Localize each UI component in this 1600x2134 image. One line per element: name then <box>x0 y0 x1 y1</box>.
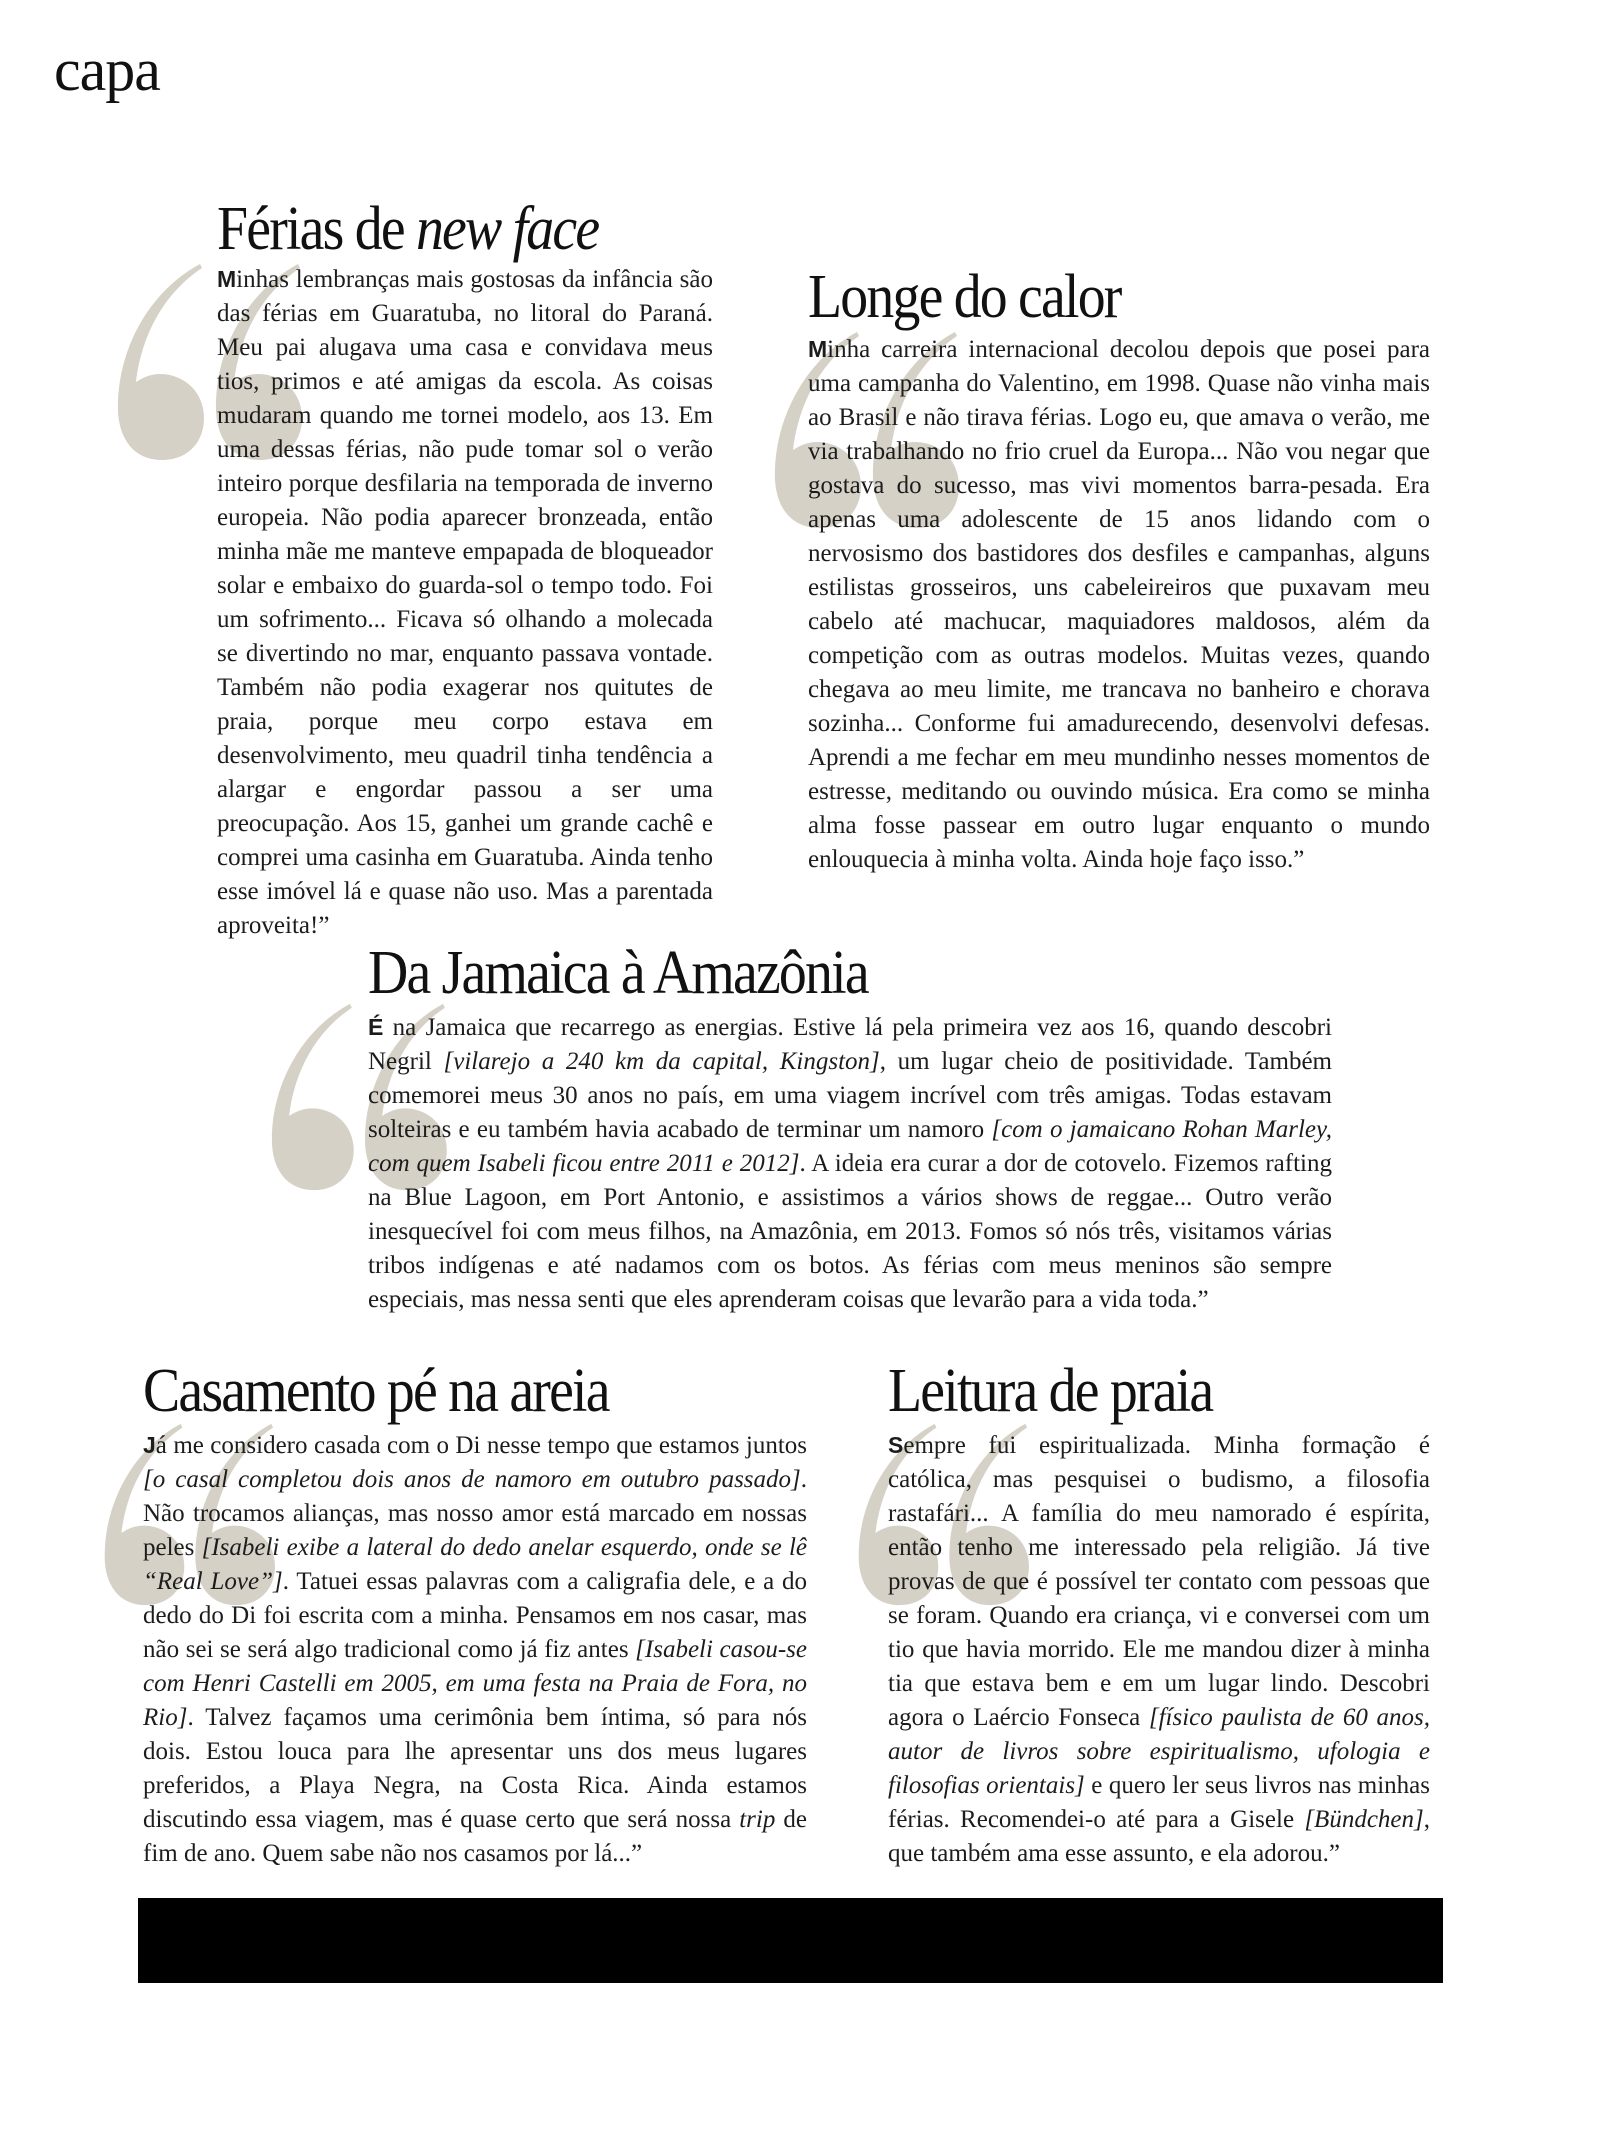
article-body <box>368 1010 1332 1317</box>
article-body <box>143 1428 807 1871</box>
body-text: . Não trocamos alianças, mas nosso amor está marcado em nossas peles <box>143 1466 807 1561</box>
lead-letter: M <box>217 266 237 292</box>
body-text: inha carreira internacional decolou depois que posei para uma campanha do Valentino, em 1998. Quase não vinha mais ao Brasil e não tirava férias. Logo eu, que amava o verão, me via trabalhando no frio cruel da Europa... Não vou negar que gostava do sucesso, mas vivi momentos barra-pesada. Era apenas uma adolescente de 15 anos lidando com o nervosismo dos bastidores dos desfiles e campanhas, alguns estilistas grosseiros, uns cabeleireiros que puxavam meu cabelo até machucar, maquiadores maldosos, além da competição com as outras modelos. Muitas vezes, quando chegava ao meu limite, me trancava no banheiro e chorava sozinha... Conforme fui amadurecendo, desenvolvi defesas. Aprendi a me fechar em meu mundinho nesses momentos de estresse, meditando ou ouvindo música. Era como se minha alma fosse passear em outro lugar enquanto o mundo enlouquecia à minha volta. Ainda hoje faço isso.” <box>808 336 1430 873</box>
editor-note: [o casal completou dois anos de namoro em outubro passado] <box>143 1466 801 1493</box>
editor-note: [Isabeli exibe a lateral do dedo anelar esquerdo, onde se lê “Real Love”] <box>143 1534 807 1595</box>
editor-note: [físico paulista de 60 anos, autor de livros sobre espiritualismo, ufologia e filosofias orientais] <box>888 1704 1430 1799</box>
body-text: inhas lembranças mais gostosas da infância são das férias em Guaratuba, no litoral do Paraná. Meu pai alugava uma casa e convidava meus tios, primos e até amigas da escola. As coisas mudaram quando me tornei modelo, aos 13. Em uma dessas férias, não pude tomar sol o verão inteiro porque desfilaria na temporada de inverno europeia. Não podia aparecer bronzeada, então minha mãe me manteve empapada de bloqueador solar e embaixo do guarda-sol o tempo todo. Foi um sofrimento... Ficava só olhando a molecada se divertindo no mar, enquanto passava vontade. Também não podia exagerar nos quitutes de praia, porque meu corpo estava em desenvolvimento, meu quadril tinha tendência a alargar e engordar passou a ser uma preocupação. Aos 15, ganhei um grande cachê e comprei uma casinha em Guaratuba. Ainda tenho esse imóvel lá e quase não uso. Mas a parentada aproveita!” <box>217 266 713 939</box>
article-body <box>217 262 713 943</box>
editor-note: [Bündchen] <box>1304 1806 1424 1833</box>
article-body <box>888 1428 1430 1871</box>
editor-note: [com o jamaicano Rohan Marley, com quem Isabeli ficou entre 2011 e 2012] <box>368 1116 1332 1177</box>
lead-letter: É <box>368 1014 384 1040</box>
article-title: Leitura de praia <box>888 1357 1213 1425</box>
lead-letter: M <box>808 336 828 362</box>
body-text: . Talvez façamos uma cerimônia bem íntima, só para nós dois. Estou louca para lhe apresentar uns dos meus lugares preferidos, a Playa Negra, na Costa Rica. Ainda estamos discutindo essa viagem, mas é quase certo que será nossa <box>143 1704 807 1833</box>
body-text: na Jamaica que recarrego as energias. Estive lá pela primeira vez aos 16, quando descobri Negril <box>368 1014 1332 1075</box>
lead-letter: S <box>888 1432 904 1458</box>
article-title: Longe do calor <box>808 263 1121 331</box>
editor-note: [Isabeli casou-se com Henri Castelli em 2005, em uma festa na Praia de Fora, no Rio] <box>143 1636 807 1731</box>
body-text: , um lugar cheio de positividade. Também comemorei meus 30 anos no país, em uma viagem incrível com três amigas. Todas estavam solteiras e eu também havia acabado de terminar um namoro <box>368 1048 1332 1143</box>
footer-bar <box>138 1898 1443 1983</box>
body-text: empre fui espiritualizada. Minha formação é católica, mas pesquisei o budismo, a filosofia rastafári... A família do meu namorado é espírita, então tenho me interessado pela religião. Já tive provas de que é possível ter contato com pessoas que se foram. Quando era criança, vi e conversei com um tio que havia morrido. Ele me mandou dizer à minha tia que estava bem e em um lugar lindo. Descobri agora o Laércio Fonseca <box>888 1432 1430 1731</box>
lead-letter: J <box>143 1432 156 1458</box>
body-text: . A ideia era curar a dor de cotovelo. Fizemos rafting na Blue Lagoon, em Port Antonio, e assistimos a vários shows de reggae... Outro verão inesquecível foi com meus filhos, na Amazônia, em 2013. Fomos só nós três, visitamos várias tribos indígenas e até nadamos com os botos. As férias com meus meninos são sempre especiais, mas nessa senti que eles aprenderam coisas que levarão para a vida toda.” <box>368 1150 1332 1313</box>
body-text: e quero ler seus livros nas minhas férias. Recomendei-o até para a Gisele <box>888 1772 1430 1833</box>
article-title: Da Jamaica à Amazônia <box>368 939 868 1007</box>
article-title: Casamento pé na areia <box>143 1357 609 1425</box>
body-text: de fim de ano. Quem sabe não nos casamos por lá...” <box>143 1806 807 1867</box>
editor-note: trip <box>739 1806 776 1833</box>
article-body <box>808 332 1430 877</box>
body-text: , que também ama esse assunto, e ela adorou.” <box>888 1806 1430 1867</box>
body-text: . Tatuei essas palavras com a caligrafia dele, e a do dedo do Di foi escrita com a minha. Pensamos em nos casar, mas não sei se será algo tradicional como já fiz antes <box>143 1568 808 1663</box>
article-title: Férias de new face <box>217 195 599 263</box>
body-text: á me considero casada com o Di nesse tempo que estamos juntos <box>155 1432 807 1459</box>
section-label: capa <box>54 37 160 103</box>
editor-note: [vilarejo a 240 km da capital, Kingston] <box>443 1048 880 1075</box>
